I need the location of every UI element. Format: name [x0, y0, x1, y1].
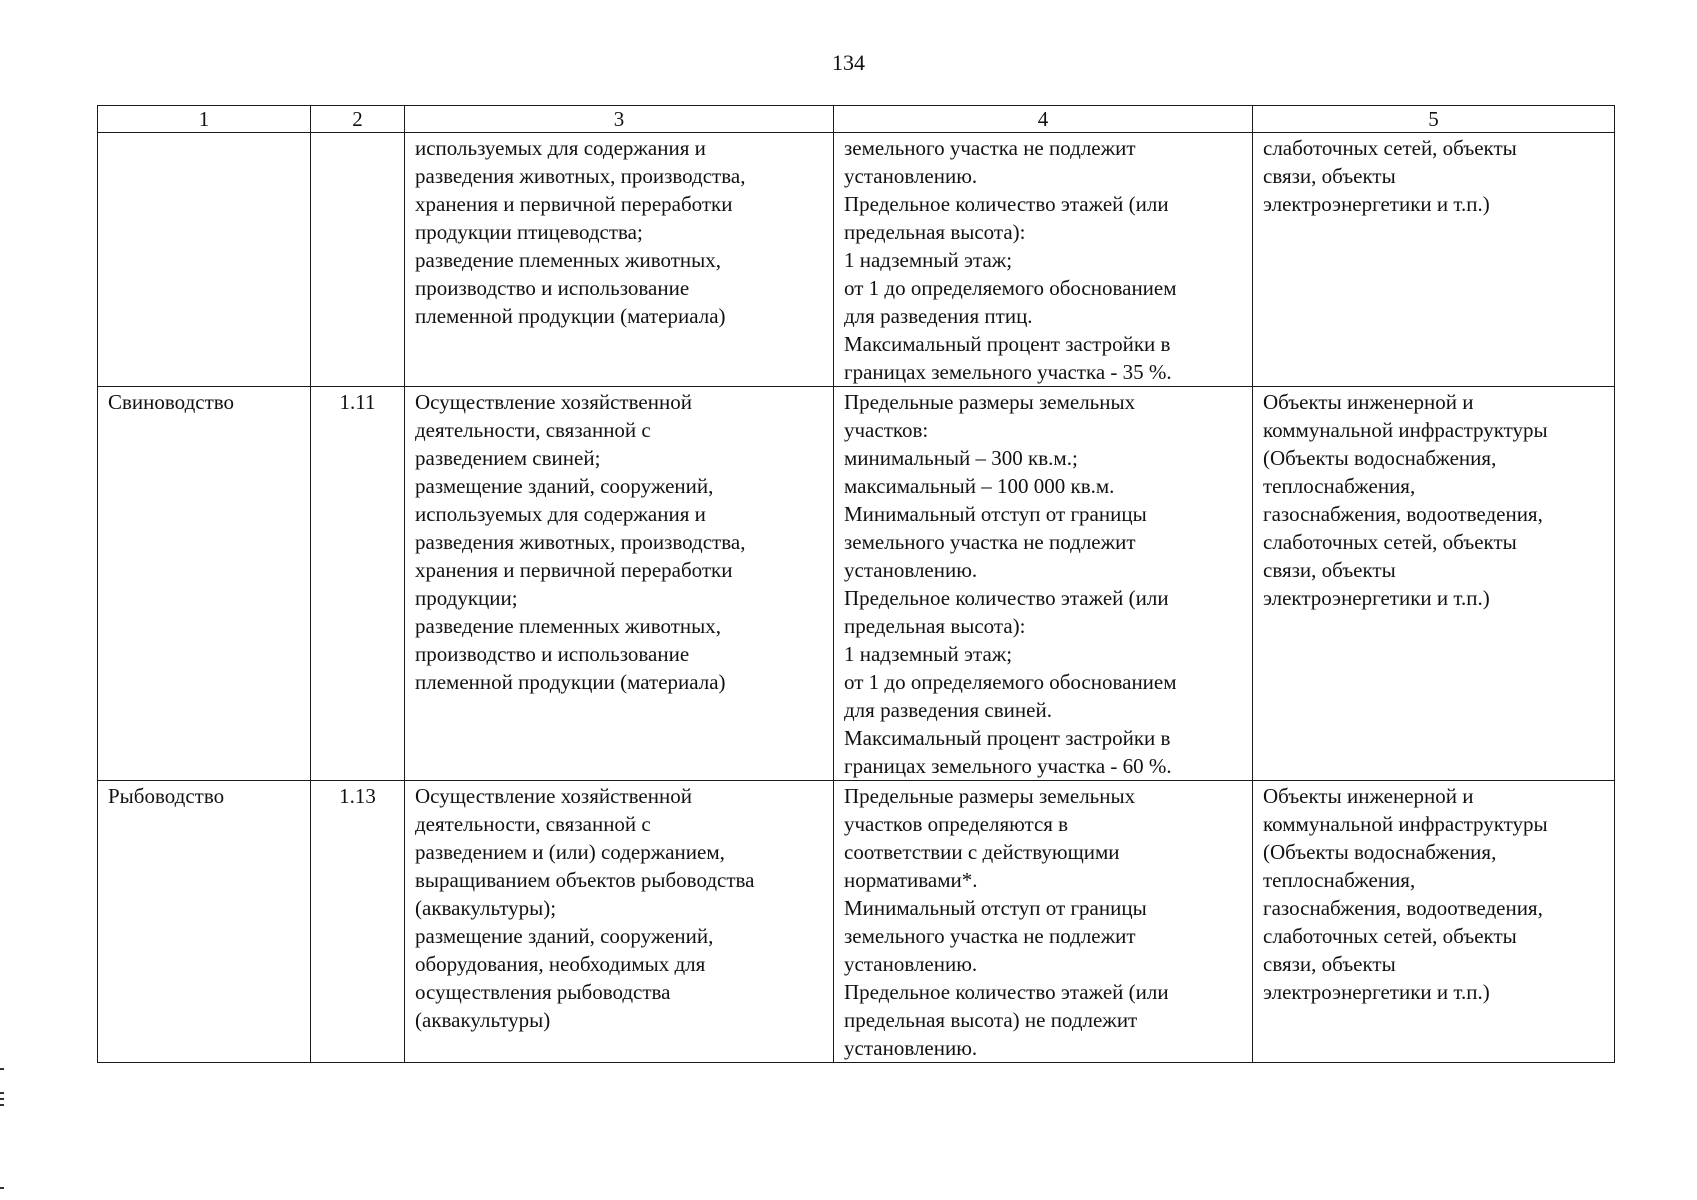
cell-text-line: размещение зданий, сооружений, — [415, 474, 714, 498]
cell-text-line: продукции птицеводства; — [415, 220, 643, 244]
cell-land-use-name — [98, 133, 311, 387]
cell-text-line: установлению. — [844, 558, 978, 582]
cell-auxiliary-objects — [1253, 133, 1615, 387]
cell-text-line: (Объекты водоснабжения, — [1263, 446, 1497, 470]
cell-text-line: земельного участка не подлежит — [844, 530, 1136, 554]
cell-text-line: Предельное количество этажей (или — [844, 192, 1169, 216]
cell-land-use-code — [311, 133, 405, 387]
cell-text-line: участков определяются в — [844, 812, 1069, 836]
cell-text-line: деятельности, связанной с — [415, 812, 651, 836]
cell-text-line: хранения и первичной переработки — [415, 558, 733, 582]
cell-text-line: электроэнергетики и т.п.) — [1263, 586, 1490, 610]
cell-description — [405, 781, 834, 1063]
cell-text-line: минимальный – 300 кв.м.; — [844, 446, 1078, 470]
cell-text-line: предельная высота): — [844, 220, 1026, 244]
cell-text-line: установлению. — [844, 1036, 978, 1060]
cell-text-line: для разведения птиц. — [844, 304, 1033, 328]
cell-text-line: слаботочных сетей, объекты — [1263, 530, 1517, 554]
cell-land-use-name: Свиноводство — [98, 387, 311, 781]
cell-text-line: газоснабжения, водоотведения, — [1263, 896, 1543, 920]
cell-text-line: продукции; — [415, 586, 518, 610]
cell-text-line: используемых для содержания и — [415, 136, 706, 160]
cell-text-line: установлению. — [844, 164, 978, 188]
cell-text-line: электроэнергетики и т.п.) — [1263, 192, 1490, 216]
cell-text-line: деятельности, связанной с — [415, 418, 651, 442]
cell-text-line: максимальный – 100 000 кв.м. — [844, 474, 1115, 498]
cell-text-line: связи, объекты — [1263, 952, 1396, 976]
cell-text-line: Предельные размеры земельных — [844, 390, 1136, 414]
cell-text-line: Объекты инженерной и — [1263, 784, 1474, 808]
cell-parameters — [834, 781, 1253, 1063]
cell-text-line: Объекты инженерной и — [1263, 390, 1474, 414]
scan-margin-mark — [0, 1068, 4, 1070]
column-header-4: 4 — [834, 106, 1253, 133]
cell-text-line: Предельное количество этажей (или — [844, 980, 1169, 1004]
cell-text-line: выращиванием объектов рыбоводства — [415, 868, 755, 892]
cell-text-line: участков: — [844, 418, 929, 442]
cell-text-line: коммунальной инфраструктуры — [1263, 418, 1548, 442]
cell-text-line: оборудования, необходимых для — [415, 952, 706, 976]
cell-text-line: разведения животных, производства, — [415, 530, 746, 554]
cell-parameters — [834, 387, 1253, 781]
cell-text-line: установлению. — [844, 952, 978, 976]
cell-text-line: земельного участка не подлежит — [844, 924, 1136, 948]
cell-text-line: Максимальный процент застройки в — [844, 332, 1171, 356]
table-row — [98, 781, 1615, 1063]
cell-text-line: Предельное количество этажей (или — [844, 586, 1169, 610]
cell-auxiliary-objects — [1253, 387, 1615, 781]
cell-text-line: от 1 до определяемого обоснованием — [844, 276, 1177, 300]
cell-text-line: нормативами*. — [844, 868, 978, 892]
cell-text-line: (аквакультуры) — [415, 1008, 551, 1032]
cell-text-line: разведением свиней; — [415, 446, 601, 470]
cell-land-use-code: 1.11 — [311, 387, 405, 781]
cell-description — [405, 387, 834, 781]
cell-text-line: теплоснабжения, — [1263, 474, 1416, 498]
cell-text-line: Минимальный отступ от границы — [844, 896, 1147, 920]
cell-text-line: от 1 до определяемого обоснованием — [844, 670, 1177, 694]
cell-text-line: электроэнергетики и т.п.) — [1263, 980, 1490, 1004]
cell-text-line: разведение племенных животных, — [415, 248, 722, 272]
table-row — [98, 133, 1615, 387]
cell-text-line: племенной продукции (материала) — [415, 670, 726, 694]
page-number: 134 — [832, 50, 865, 75]
column-header-2: 2 — [311, 106, 405, 133]
cell-text-line: хранения и первичной переработки — [415, 192, 733, 216]
scan-margin-mark — [0, 1187, 4, 1189]
table-header-row — [98, 106, 1615, 133]
cell-text-line: 1 надземный этаж; — [844, 248, 1013, 272]
cell-text-line: связи, объекты — [1263, 164, 1396, 188]
cell-text-line: слаботочных сетей, объекты — [1263, 924, 1517, 948]
cell-text-line: соответствии с действующими — [844, 840, 1120, 864]
cell-text-line: Осуществление хозяйственной — [415, 784, 692, 808]
cell-text-line: связи, объекты — [1263, 558, 1396, 582]
cell-text-line: производство и использование — [415, 276, 690, 300]
cell-text-line: для разведения свиней. — [844, 698, 1052, 722]
cell-text-line: земельного участка не подлежит — [844, 136, 1136, 160]
cell-text-line: 1 надземный этаж; — [844, 642, 1013, 666]
cell-text-line: газоснабжения, водоотведения, — [1263, 502, 1543, 526]
column-header-3: 3 — [405, 106, 834, 133]
cell-text-line: границах земельного участка - 35 %. — [844, 360, 1172, 384]
cell-text-line: слаботочных сетей, объекты — [1263, 136, 1517, 160]
cell-text-line: производство и использование — [415, 642, 690, 666]
scan-margin-mark — [0, 1098, 4, 1100]
cell-text-line: предельная высота): — [844, 614, 1026, 638]
cell-text-line: размещение зданий, сооружений, — [415, 924, 714, 948]
table-body — [98, 133, 1615, 1063]
cell-text-line: теплоснабжения, — [1263, 868, 1416, 892]
cell-text-line: Предельные размеры земельных — [844, 784, 1136, 808]
cell-parameters — [834, 133, 1253, 387]
cell-text-line: предельная высота) не подлежит — [844, 1008, 1138, 1032]
cell-text-line: осуществления рыбоводства — [415, 980, 671, 1004]
zoning-table — [97, 105, 1615, 1063]
table-row — [98, 387, 1615, 781]
cell-text-line: границах земельного участка - 60 %. — [844, 754, 1172, 778]
cell-text-line: используемых для содержания и — [415, 502, 706, 526]
scan-margin-mark — [0, 1092, 4, 1094]
column-header-1: 1 — [98, 106, 311, 133]
cell-text-line: разведением и (или) содержанием, — [415, 840, 725, 864]
cell-text-line: разведения животных, производства, — [415, 164, 746, 188]
cell-auxiliary-objects — [1253, 781, 1615, 1063]
cell-text-line: Максимальный процент застройки в — [844, 726, 1171, 750]
cell-text-line: разведение племенных животных, — [415, 614, 722, 638]
scan-margin-mark — [0, 1104, 4, 1106]
cell-text-line: коммунальной инфраструктуры — [1263, 812, 1548, 836]
cell-text-line: Осуществление хозяйственной — [415, 390, 692, 414]
cell-text-line: Минимальный отступ от границы — [844, 502, 1147, 526]
cell-text-line: (Объекты водоснабжения, — [1263, 840, 1497, 864]
cell-description — [405, 133, 834, 387]
cell-text-line: (аквакультуры); — [415, 896, 557, 920]
column-header-5: 5 — [1253, 106, 1615, 133]
cell-land-use-name: Рыбоводство — [98, 781, 311, 1063]
cell-land-use-code: 1.13 — [311, 781, 405, 1063]
cell-text-line: племенной продукции (материала) — [415, 304, 726, 328]
